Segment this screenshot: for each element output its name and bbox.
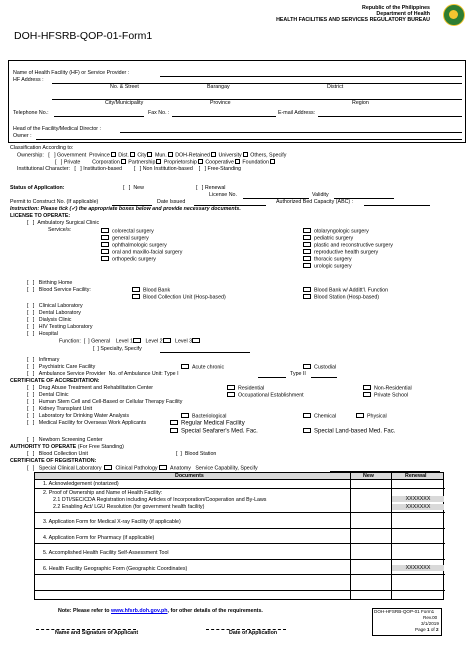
blood-bank-label: Blood Bank [143,287,171,294]
hfsrb-link[interactable]: www.hfsrb.doh.gov.ph [111,608,168,614]
service-item[interactable] [303,242,393,249]
partnership-option[interactable]: Partnership [128,159,156,166]
physical-label: Physical [367,413,387,420]
service-item[interactable] [303,256,393,263]
facility-name-label: Name of Health Facility (HF) or Service Provider : [13,70,130,76]
instruction-text: Instruction: Please tick (✓) the appropriate boxes below and provide necessary documents. [10,206,241,212]
doc-row-3: 3. Application Form for Medical X-ray Facility (if applicable) [43,519,181,525]
services-right-list [303,228,393,270]
form-info-date: 3/1/2019 [421,621,439,626]
region-label: Region [352,100,369,106]
acute-label: Acute chronic [192,364,225,371]
hiv-label: HIV Testing Laboratory [38,324,93,330]
province-checkbox[interactable] [111,152,116,157]
form-info-rev: Rev.00 [423,615,438,620]
street-label: No. & Street [110,84,139,90]
corporation-option[interactable]: Corporation [92,159,120,166]
proprietorship-checkbox[interactable] [198,159,203,164]
free-standing-option[interactable]: Free-Standing [207,166,242,172]
ato-blood-station-label: Blood Station [184,451,217,457]
landbased-label: Special Land-based Med. Fac. [314,428,396,435]
service-label: plastic and reconstructive surgery [314,242,393,249]
note-row [58,608,263,614]
blood-facility-option[interactable]: [ ] Blood Service Facility: [27,287,91,293]
bs-hosp-checkbox[interactable] [303,294,311,299]
doc-row-2: 2. Proof of Ownership and Name of Health Facility: [43,490,163,496]
province-label: Province [210,100,231,106]
dist-option[interactable]: Dist. [118,152,129,159]
ownership-row: Ownership: [ ] Government Province Dist. City Mun. DOH-Retained University Others, Specify [17,152,287,159]
barangay-label: Barangay [207,84,230,90]
service-checkbox[interactable] [101,228,109,233]
service-label: colorectal surgery [112,228,154,235]
landbased-checkbox[interactable] [303,428,311,433]
service-item[interactable] [303,228,393,235]
service-label: general surgery [112,235,149,242]
non-residential-checkbox[interactable] [363,385,371,390]
doc-row-6: 6. Health Facility Geographic Form (Geographic Coordinates) [43,566,188,572]
date-application-label: Date of Application [229,630,278,636]
page-prefix: Page [415,627,426,632]
service-label: oral and maxillo-facial surgery [112,249,183,256]
blood-bank-checkbox[interactable] [132,287,140,292]
status-new-option[interactable]: [ ] New [123,185,144,191]
service-label: orthopedic surgery [112,256,156,263]
ptc-label: Permit to Construct No. (If applicable) [10,199,99,205]
service-checkbox[interactable] [303,249,311,254]
seafarer-checkbox[interactable] [170,428,178,433]
ofw-label: Medical Facility for Overseas Work Applicants [38,420,147,426]
residential-option[interactable] [227,385,264,392]
header-doh: Department of Health [376,11,430,17]
partnership-checkbox[interactable] [156,159,161,164]
service-item[interactable] [101,235,182,242]
doh-seal-logo [443,4,465,26]
psychiatric-option[interactable]: [ ] Psychiatric Care Facility [27,364,96,370]
occupational-option[interactable] [227,392,304,399]
custodial-checkbox[interactable] [303,364,311,369]
service-label: thoracic surgery [314,256,352,263]
custodial-option[interactable] [303,364,336,371]
regular-option[interactable] [170,420,245,428]
service-checkbox[interactable] [101,256,109,261]
university-checkbox[interactable] [243,152,248,157]
institutional-row: Institutional Character: [ ] Institution-based [ ] Non Institution-based [ ] Free-Standing [17,166,242,172]
hiv-option[interactable]: [ ] HIV Testing Laboratory [27,324,93,330]
type2-label: Type II [290,371,306,377]
residential-label: Residential [238,385,265,392]
dental-clinic-option[interactable]: [ ] Dental Clinic [27,392,69,398]
blood-bank-wa-checkbox[interactable] [303,287,311,292]
hospital-label: Hospital [38,331,58,337]
bacteriological-checkbox[interactable] [181,413,189,418]
new-header: New [363,473,374,479]
foundation-option[interactable]: Foundation [242,159,269,166]
chemical-option[interactable] [303,413,336,420]
blood-facility-label: Blood Service Facility: [38,287,91,293]
note-suffix: , for other details of the requirements. [167,608,263,614]
corporation-checkbox[interactable] [121,159,126,164]
note-prefix: Note: Please refer to [58,608,110,614]
lto-title: LICENSE TO OPERATE: [10,213,71,219]
psychiatric-label: Psychiatric Care Facility [38,364,96,370]
form-info-code: DOH-HFSRB-QOP-01 Form1 [374,609,435,614]
doc-row-5: 5. Accomplished Health Facility Self-Assessment Tool [43,550,169,556]
bs-hosp-label: Blood Station (Hosp-based) [314,294,380,301]
residential-checkbox[interactable] [227,385,235,390]
others-option[interactable]: Others, Specify [250,152,287,159]
services-label: Service/s: [48,227,72,233]
ambulance-label: Ambulance Service Provider [38,371,106,377]
service-checkbox[interactable] [303,263,311,268]
drug-abuse-option[interactable]: [ ] Drug Abuse Treatment and Rehabilitation Center [27,385,154,391]
service-checkbox[interactable] [303,228,311,233]
clinical-lab-option[interactable]: [ ] Clinical Laboratory [27,303,83,309]
fax-label: Fax No. : [148,110,170,116]
doc-row-4: 4. Application Form for Pharmacy (if applicable) [43,535,155,541]
cooperative-option[interactable]: Cooperative [205,159,234,166]
stem-cell-label: Human Stem Cell and Cell-Based or Cellular Therapy Facility [38,399,183,405]
services-left-list [101,228,182,263]
special-lab-option[interactable]: Special Clinical Laboratory [38,465,102,472]
ato-title: AUTHORITY TO OPERATE [10,444,77,450]
dialysis-option[interactable]: [ ] Dialysis Clinic [27,317,72,323]
district-label: District [327,84,344,90]
blood-bank-option[interactable] [132,287,170,294]
doh-retained-checkbox[interactable] [211,152,216,157]
water-label: Laboratory for Drinking Water Analysis [38,413,129,419]
foundation-checkbox[interactable] [270,159,275,164]
newborn-option[interactable]: [ ] Newborn Screening Center [27,437,103,443]
anatomy-option[interactable]: Anatomy [170,465,191,472]
service-item[interactable] [303,235,393,242]
ofw-option[interactable]: [ ] Medical Facility for Overseas Work Applicants [27,420,147,426]
new-label: New [133,185,144,191]
city-option[interactable]: City [137,152,147,159]
service-item[interactable] [101,256,182,263]
anatomy-checkbox[interactable] [159,465,167,470]
seafarer-label: Special Seafarer's Med. Fac. [181,428,258,435]
header-republic: Republic of the Philippines [362,5,430,11]
private-school-label: Private School [374,392,409,399]
clinical-lab-label: Clinical Laboratory [38,303,83,309]
bcu-hosp-checkbox[interactable] [132,294,140,299]
doh-retained-option[interactable]: DOH-Retained [175,152,210,159]
renewal-label: Renewal [204,185,226,191]
city-label: City/Municipality [105,100,144,106]
kidney-label: Kidney Transplant Unit [38,406,93,412]
service-label: pediatric surgery [314,235,354,242]
chemical-checkbox[interactable] [303,413,311,418]
function-label: Function: [59,338,81,345]
general-option[interactable]: General [91,338,110,345]
non-residential-label: Non-Residential [374,385,412,392]
doc-row-2-1: 2.1 DTI/SEC/CDA Registration including Articles of Incorporation/Cooperation and By-Laws [53,497,267,503]
level3-checkbox[interactable] [192,338,200,343]
private-row: [ ] Private Corporation Partnership Proprietorship Cooperative Foundation [55,159,276,166]
coa-title: CERTIFICATE OF ACCREDITATION: [10,378,100,384]
service-label: otolaryngologic surgery [314,228,369,235]
university-option[interactable]: University [218,152,242,159]
mun-option[interactable]: Mun. [154,152,167,159]
service-checkbox[interactable] [303,242,311,247]
clinical-pathology-checkbox[interactable] [104,465,112,470]
applicant-signature-label: Name and Signature of Applicant [55,630,139,636]
service-item[interactable] [303,249,393,256]
bs-hosp-option[interactable] [303,294,379,301]
renewal-na-2-1: XXXXXXX [392,496,444,502]
service-item[interactable] [303,263,393,270]
service-item[interactable] [101,228,182,235]
cor-row: [ ] Special Clinical Laboratory Clinical Pathology Anatomy Service Capability, Specify [27,465,258,472]
government-option[interactable]: Government [57,152,87,159]
birthing-label: Birthing Home [38,280,73,286]
service-item[interactable] [101,249,182,256]
renewal-na-2-2: XXXXXXX [392,504,444,510]
level2-option[interactable]: Level 2 [145,338,163,345]
hf-address-label: HF Address : [13,77,44,83]
docs-header: Documents [175,473,204,479]
bacteriological-option[interactable] [181,413,226,420]
dental-lab-label: Dental Laboratory [38,310,81,316]
physical-checkbox[interactable] [356,413,364,418]
validity-label: Validity [312,192,329,198]
form-code-title: DOH-HFSRB-QOP-01-Form1 [14,30,153,42]
newborn-label: Newborn Screening Center [38,437,103,443]
telephone-label: Telephone No.: [13,110,49,116]
header-bureau: HEALTH FACILITIES AND SERVICES REGULATORY BUREAU [276,17,430,23]
water-option[interactable]: [ ] Laboratory for Drinking Water Analysis [27,413,129,419]
cooperative-checkbox[interactable] [235,159,240,164]
license-no-label: License No. [209,192,237,198]
acute-option[interactable] [181,364,224,371]
custodial-label: Custodial [314,364,337,371]
level1-option[interactable]: Level 1 [115,338,133,345]
institution-based-option[interactable]: Institution-based [83,166,123,172]
private-option[interactable]: Private [63,159,81,166]
service-item[interactable] [101,242,182,249]
service-label: reproductive health surgery [314,249,379,256]
service-checkbox[interactable] [101,249,109,254]
specialty-option[interactable]: [ ] Specialty, Specify [93,346,142,352]
ato-blood-station-option[interactable]: [ ] Blood Station [176,451,217,457]
service-checkbox[interactable] [101,242,109,247]
regular-checkbox[interactable] [170,420,178,425]
ato-title-row [10,444,124,450]
head-of-facility-label: Head of the Facility/Medical Director : [13,126,102,132]
status-renewal-option[interactable]: [ ] Renewal [196,185,226,191]
level3-option[interactable]: Level 3 [175,338,193,345]
infirmary-label: Infirmary [38,357,60,363]
seafarer-option[interactable] [170,428,258,436]
regular-label: Regular Medical Facility [181,420,245,427]
page-of: of [430,627,435,632]
ambulance-no-label: No. of Ambulance Unit: Type I [108,371,179,377]
ambulatory-option[interactable]: [ ] Ambulatory Surgical Clinic [27,220,100,226]
private-school-checkbox[interactable] [363,392,371,397]
dental-clinic-label: Dental Clinic [38,392,69,398]
physical-option[interactable] [356,413,387,420]
renewal-header: Renewal [405,473,427,479]
city-checkbox[interactable] [147,152,152,157]
non-residential-option[interactable] [363,385,412,392]
requirements-table [34,472,444,600]
page-num: 1 [427,627,430,632]
dialysis-label: Dialysis Clinic [38,317,72,323]
renewal-na-6: XXXXXXX [392,565,444,571]
dental-lab-option[interactable]: [ ] Dental Laboratory [27,310,81,316]
function-row: Function: [ ] General Level 1 Level 2 Level 3 [59,338,203,345]
bcu-hosp-option[interactable] [132,294,226,301]
bcu-hosp-label: Blood Collection Unit (Hosp-based) [143,294,226,301]
doc-row-2-2: 2.2 Enabling Act/ LGU Resolution (for government health facility) [53,504,205,510]
service-label: ophthalmologic surgery [112,242,167,249]
doc-row-1: 1. Acknowledgement (notarized) [43,481,119,487]
ambulatory-label: Ambulatory Surgical Clinic [37,220,100,226]
service-checkbox[interactable] [303,235,311,240]
abc-label: Authorized Bed Capacity (ABC) : [276,199,354,205]
dist-checkbox[interactable] [130,152,135,157]
clinical-pathology-option[interactable]: Clinical Pathology [115,465,158,472]
ato-free-standing: (For Free Standing) [77,444,124,450]
blood-bank-wa-option[interactable] [303,287,388,294]
ambulance-option[interactable]: [ ] Ambulance Service Provider No. of Ambulance Unit: Type I [27,371,179,377]
ato-bcu-label: Blood Collection Unit [38,451,88,457]
chemical-label: Chemical [314,413,337,420]
private-school-option[interactable] [363,392,408,399]
non-institution-based-option[interactable]: Non Institution-based [142,166,193,172]
kidney-option[interactable]: [ ] Kidney Transplant Unit [27,406,93,412]
occupational-label: Occupational Establishment [238,392,304,399]
service-capability-label: Service Capability, Specify [195,465,258,472]
status-label: Status of Application: [10,185,65,191]
page-number [415,627,439,633]
stem-cell-option[interactable]: [ ] Human Stem Cell and Cell-Based or Cellular Therapy Facility [27,399,183,405]
proprietorship-option[interactable]: Proprietorship [163,159,197,166]
acute-checkbox[interactable] [181,364,189,369]
specialty-label: Specialty, Specify [100,346,142,352]
province-option[interactable]: Province [89,152,110,159]
institutional-character-label: Institutional Character: [17,166,70,172]
service-label: urologic surgery [314,263,352,270]
blood-bank-wa-label: Blood Bank w/ Additt'l. Function [314,287,389,294]
owner-label: Owner : [13,133,32,139]
hospital-option[interactable]: [ ] Hospital [27,331,58,337]
drug-abuse-label: Drug Abuse Treatment and Rehabilitation Center [38,385,154,391]
service-checkbox[interactable] [303,256,311,261]
mun-checkbox[interactable] [168,152,173,157]
infirmary-option[interactable]: [ ] Infirmary [27,357,60,363]
ato-bcu-option[interactable]: [ ] Blood Collection Unit [27,451,88,457]
birthing-option[interactable]: [ ] Birthing Home [27,280,73,286]
email-label: E-mail Address: [278,110,316,116]
page-total: 2 [435,627,439,632]
ownership-label: Ownership: [17,152,44,159]
bacteriological-label: Bacteriological [192,413,227,420]
cor-title: CERTIFICATE OF REGISTRATION: [10,458,97,464]
landbased-option[interactable] [303,428,395,436]
service-checkbox[interactable] [101,235,109,240]
level2-checkbox[interactable] [163,338,171,343]
occupational-checkbox[interactable] [227,392,235,397]
level1-checkbox[interactable] [133,338,141,343]
date-issued-label: Date Issued [157,199,186,205]
classification-label: Classification According to: [10,145,74,151]
